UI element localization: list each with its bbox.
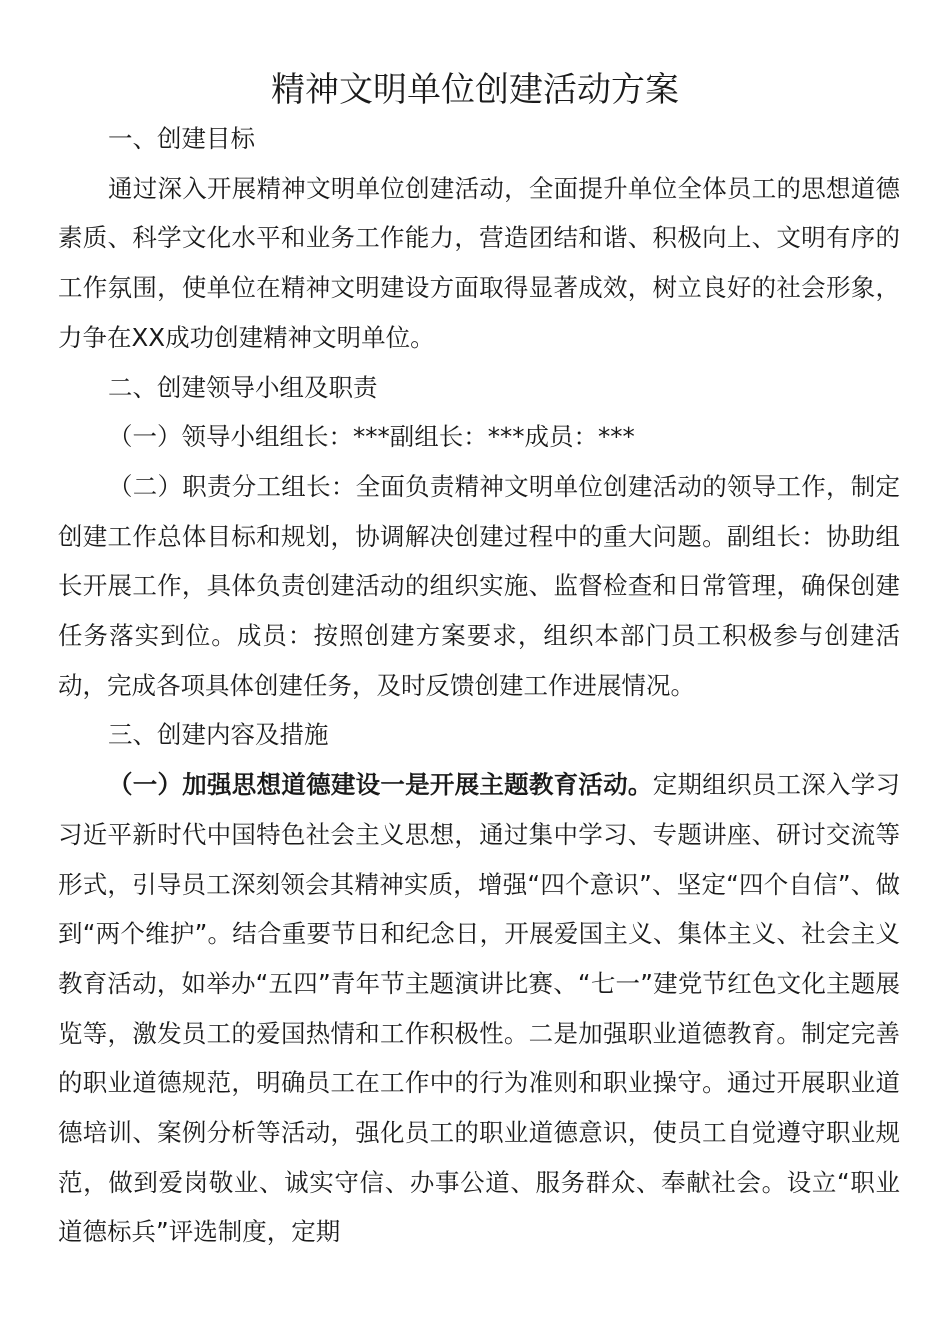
section-2-subsection-1: （一）领导小组组长：***副组长：***成员：*** xyxy=(108,422,635,452)
section-3-bold-lead: （一）加强思想道德建设一是开展主题教育活动。 xyxy=(108,770,653,800)
section-1-paragraph: 通过深入开展精神文明单位创建活动，全面提升单位全体员工的思想道德素质、科学文化水平和业务工作能力，营造团结和谐、积极向上、文明有序的工作氛围，使单位在精神文明建设方面取得显著成效，树立良好的社会形象，力争在XX成功创建精神文明单位。 xyxy=(58,173,900,352)
section-3-paragraph xyxy=(58,760,900,1257)
section-3-body-text: 定期组织员工深入学习习近平新时代中国特色社会主义思想，通过集中学习、专题讲座、研讨交流等形式，引导员工深刻领会其精神实质，增强“四个意识”、坚定“四个自信”、做到“两个维护”。结合重要节日和纪念日，开展爱国主义、集体主义、社会主义教育活动，如举办“五四”青年节主题演讲比赛、“七一”建党节红色文化主题展览等，激发员工的爱国热情和工作积极性。二是加强职业道德教育。制定完善的职业道德规范，明确员工在工作中的行为准则和职业操守。通过开展职业道德培训、案例分析等活动，强化员工的职业道德意识，使员工自觉遵守职业规范，做到爱岗敬业、诚实守信、办事公道、服务群众、奉献社会。设立“职业道德标兵”评选制度，定期 xyxy=(58,770,901,1247)
section-2-subsection-2: （二）职责分工组长：全面负责精神文明单位创建活动的领导工作，制定创建工作总体目标和规划，协调解决创建过程中的重大问题。副组长：协助组长开展工作，具体负责创建活动的组织实施、监督检查和日常管理，确保创建任务落实到位。成员：按照创建方案要求，组织本部门员工积极参与创建活动，完成各项具体创建任务，及时反馈创建工作进展情况。 xyxy=(58,471,900,700)
section-2-heading: 二、创建领导小组及职责 xyxy=(108,372,378,402)
section-1-heading: 一、创建目标 xyxy=(108,124,255,153)
section-3-heading: 三、创建内容及措施 xyxy=(108,720,329,750)
document-body xyxy=(58,114,900,1257)
document-title: 精神文明单位创建活动方案 xyxy=(271,70,679,110)
